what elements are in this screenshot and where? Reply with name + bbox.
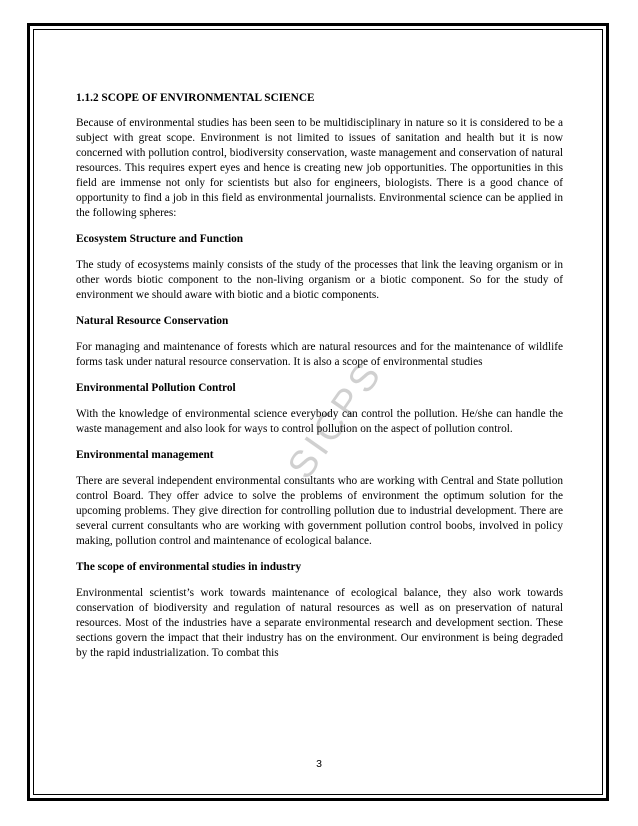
document-body (76, 91, 563, 672)
watermark-text: SICPS (280, 352, 392, 487)
subheading-resource-conservation: Natural Resource Conservation (76, 315, 229, 327)
paragraph-resource-conservation: For managing and maintenance of forests which are natural resources and for the maintenance of wildlife forms task under natural resource conservation. It is also a scope of environmental studies (76, 341, 563, 368)
subheading-ecosystem: Ecosystem Structure and Function (76, 233, 244, 245)
paragraph-ecosystem: The study of ecosystems mainly consists of the study of the processes that link the leaving organism or in other words biotic component to the non-living organism or a biotic component. So for the study of environment we should aware with biotic and a biotic components. (76, 259, 563, 301)
subheading-industry-scope: The scope of environmental studies in industry (76, 561, 302, 573)
intro-paragraph: Because of environmental studies has been seen to be multidisciplinary in nature so it is considered to be a subject with great scope. Environment is not limited to issues of sanitation and health but it is now concerned with pollution control, biodiversity conservation, waste management and conservation of natural resources. This requires expert eyes and hence is creating new job opportunities. The opportunities in this field are immense not only for scientists but also for engineers, biologists. There is a good chance of opportunity to find a job in this field as environmental journalists. Environmental science can be applied in the following spheres: (76, 117, 563, 219)
section-heading: 1.1.2 SCOPE OF ENVIRONMENTAL SCIENCE (76, 92, 315, 104)
paragraph-pollution-control: With the knowledge of environmental science everybody can control the pollution. He/she can handle the waste management and also look for ways to control pollution on the aspect of pollution control. (76, 408, 563, 435)
subheading-pollution-control: Environmental Pollution Control (76, 382, 236, 394)
paragraph-environmental-management: There are several independent environmental consultants who are working with Central and State pollution control Board. They offer advice to solve the problems of environment the optimum solution for the upcoming problems. They give direction for controlling pollution due to industrial development. There are several current consultants who are working with government pollution control boobs, involved in policy making, pollution control and maintenance of ecological balance. (76, 475, 563, 547)
subheading-environmental-management: Environmental management (76, 449, 214, 461)
paragraph-industry-scope: Environmental scientist’s work towards maintenance of ecological balance, they also work towards conservation of biodiversity and regulation of natural resources as well as on preservation of natural resources. Most of the industries have a separate environmental research and development section. These sections govern the impact that their industry has on the environment. Our environment is being degraded by the rapid industrialization. To combat this (76, 587, 563, 659)
page-number: 3 (316, 758, 322, 770)
